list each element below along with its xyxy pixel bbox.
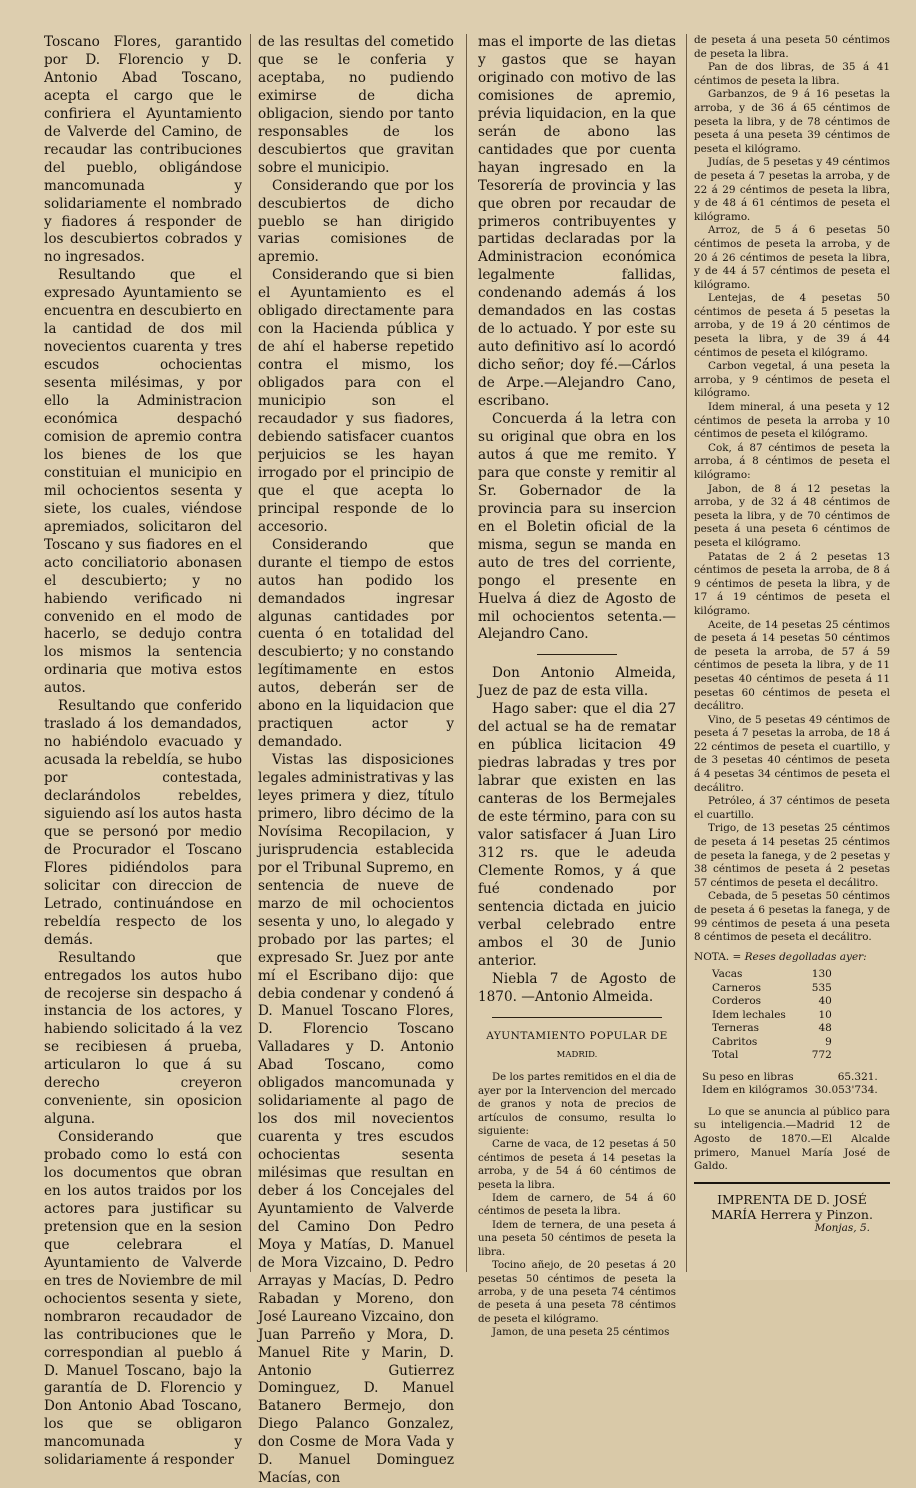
section-header: AYUNTAMIENTO POPULAR DE (486, 1029, 668, 1042)
price-item: de peseta á una peseta 50 céntimos de peseta la libra. (694, 34, 890, 60)
price-item: Tocino añejo, de 20 pesetas á 20 pesetas 50 céntimos de peseta la arroba, y de una peseta 74 céntimos de peseta á una peseta 78 céntimos de peseta el kilógramo. (478, 1260, 676, 1325)
separator-line (537, 654, 617, 655)
price-item: Aceite, de 14 pesetas 25 céntimos de peseta á 14 pesetas 50 céntimos de peseta la arroba, de 57 á 59 céntimos de peseta la libra, y de 11 pesetas 40 céntimos de peseta á 11 pesetas 60 céntimos de peseta el decálitro. (694, 618, 890, 713)
price-item: Patatas de 2 á 2 pesetas 13 céntimos de peseta la arroba, de 8 á 9 céntimos de peseta la libra, y de 17 á 19 céntimos de peseta el kilógramo. (694, 550, 890, 617)
price-item: Pan de dos libras, de 35 á 41 céntimos de peseta la libra. (694, 61, 890, 87)
printer-address: Monjas, 5. (814, 1221, 870, 1234)
price-item: Idem mineral, á una peseta y 12 céntimos de peseta la arroba y 10 céntimos de peseta el kilógramo. (694, 401, 890, 441)
table-row (712, 1049, 832, 1063)
nota-title: Reses degolladas ayer: (744, 950, 867, 963)
price-item: Idem de ternera, de una peseta á una peseta 50 céntimos de peseta la libra. (478, 1219, 676, 1258)
price-item: Idem de carnero, de 54 á 60 céntimos de peseta la libra. (478, 1193, 676, 1218)
section-subheader: MADRID. (556, 1050, 598, 1061)
price-item: Carne de vaca, de 12 pesetas á 50 céntimos de peseta á 14 pesetas la arroba, y de 54 á 60 céntimos de peseta la libra. (478, 1139, 676, 1191)
column-4 (694, 34, 890, 1272)
table-row (712, 968, 832, 982)
paragraph: Resultando que el expresado Ayuntamiento se encuentra en descubierto en la cantidad de dos mil novecientos cuarenta y tres escudos ochocientas sesenta milésimas, y por ello la Administracion económica despachó comision de apremio contra los bienes de los que constituian el municipio en mil ochocientos sesenta y siete, los cuales, viéndose apremiados, solicitaron del Toscano y sus fiadores en el acto conciliatorio abonasen el descubierto; y no habiendo verificado ni convenido en el modo de hacerlo, se dedujo contra los mismos la sentencia ordinaria que motiva estos autos. (44, 267, 242, 697)
closing-paragraph: Lo que se anuncia al público para su inteligencia.—Madrid 12 de Agosto de 1870.—El Alcalde primero, Manuel María José de Galdo. (694, 1105, 890, 1173)
table-cell-value: 40 (818, 995, 832, 1008)
column-3 (478, 34, 676, 1339)
paragraph: Concuerda á la letra con su original que obra en los autos á que me remito. Y para que conste y remitir al Sr. Gobernador de la provincia para su insercion en el Boletin oficial de la misma, segun se manda en auto de tres del corriente, pongo el presente en Huelva á diez de Agosto de mil ochocientos setenta.—Alejandro Cano. (478, 411, 676, 643)
price-item: Carbon vegetal, á una peseta la arroba, y 9 céntimos de peseta el kilógramo. (694, 360, 890, 400)
price-item: Cok, á 87 céntimos de peseta la arroba, á 8 céntimos de peseta el kilógramo: (694, 441, 890, 481)
table-cell-value: 9 (825, 1035, 832, 1048)
paragraph: De los partes remitidos en el dia de ayer por la Intervencion del mercado de granos y nota de precios de artículos de consumo, resulta lo siguiente: (478, 1072, 676, 1138)
table-row (712, 1009, 832, 1023)
table-cell-label: Idem lechales (712, 1008, 786, 1021)
table-row (712, 1036, 832, 1050)
table-cell-label: Carneros (712, 981, 762, 994)
price-item: Arroz, de 5 á 6 pesetas 50 céntimos de peseta la arroba, y de 20 á 26 céntimos de peseta la libra, y de 44 á 57 céntimos de peseta el kilógramo. (694, 224, 890, 291)
nota-heading: NOTA. = Reses degolladas ayer: (694, 950, 867, 963)
paragraph: mas el importe de las dietas y gastos que se hayan originado con motivo de las comisiones de apremio, prévia liquidacion, en la que serán de abono las cantidades que por cuenta hayan ingresado en la Tesorería de provincia y las que obren por recaudar de primeros contribuyentes y partidas declaradas por la Administracion económica legalmente fallidas, condenando además á los demandados en las costas de lo actuado. Y por este su auto definitivo así lo acordó dicho señor; doy fé.—Cárlos de Arpe.—Alejandro Cano, escribano. (478, 34, 676, 410)
column-2 (258, 34, 454, 1487)
paragraph: Considerando que por los descubiertos de dicho pueblo se han dirigido varias comisiones de apremio. (258, 177, 454, 266)
paragraph: Hago saber: que el dia 27 del actual se ha de rematar en pública licitacion 49 piedras labradas y tres por labrar que existen en las canteras de los Bermejales de este término, para con su valor satisfacer á Juan Liro 312 rs. que le adeuda Clemente Romos, y á que fué condenado por sentencia dictada en juicio verbal celebrado entre ambos el 30 de Junio anterior. (478, 701, 676, 969)
table-cell-label: Idem en kilógramos (702, 1084, 808, 1097)
paragraph: Considerando que durante el tiempo de estos autos han podido los demandados ingresar algunas cantidades por cuenta ó en totalidad del descubierto; y no constando legítimamente en estos autos, deberán ser de abono en la liquidacion que practiquen actor y demandado. (258, 536, 454, 751)
table-row (702, 1071, 878, 1085)
price-item: Jamon, de una peseta 25 céntimos (492, 1327, 670, 1339)
total-value: 772 (811, 1049, 832, 1062)
table-row (712, 995, 832, 1009)
weight-table (702, 1071, 878, 1098)
signature: Niebla 7 de Agosto de 1870. —Antonio Almeida. (478, 970, 676, 1005)
table-cell-value: 535 (811, 981, 832, 994)
table-cell-label: Corderos (712, 995, 762, 1008)
column-divider (250, 34, 251, 1272)
printer-imprint: IMPRENTA DE D. JOSÉ MARÍA Herrera y Pinzon. (711, 1191, 873, 1222)
table-cell-label: Terneras (712, 1022, 760, 1035)
price-item: Petróleo, á 37 céntimos de peseta el cuartillo. (694, 795, 890, 821)
paragraph: Considerando que si bien el Ayuntamiento es el obligado directamente para con la Hacienda pública y de ahí el haberse repetido contra el mismo, los obligados para con el municipio son el recaudador y sus fiadores, debiendo satisfacer cuantos perjuicios se les hayan irrogado por el principio de que el que acepta lo principal responde de lo accesorio. (258, 267, 454, 535)
table-cell-label: Su peso en libras (702, 1070, 794, 1083)
column-1 (44, 34, 242, 1469)
table-cell-label: Cabritos (712, 1035, 758, 1048)
paragraph: Resultando que entregados los autos hubo de recojerse sin despacho á instancia de los actores, y habiendo solicitado á la vez se recibiesen á prueba, articularon lo que á su derecho creyeron conveniente, sin oposicion alguna. (44, 949, 242, 1128)
table-row (702, 1084, 878, 1098)
total-label: Total (712, 1049, 739, 1062)
column-divider (466, 34, 467, 1272)
table-cell-value: 48 (818, 1022, 832, 1035)
paragraph: Vistas las disposiciones legales administrativas y las leyes primera y diez, título primero, libro décimo de la Novísima Recopilacion, y jurisprudencia establecida por el Tribunal Supremo, en sentencia de nueve de marzo de mil ochocientos sesenta y uno, lo alegado y probado por las partes; el expresado Sr. Juez por ante mí el Escribano dijo: que debia condenar y condenó á D. Manuel Toscano Flores, D. Florencio Toscano Valladares y D. Antonio Abad Toscano, como obligados mancomunada y solidariamente al pago de los dos mil novecientos cuarenta y tres escudos ochocientas sesenta milésimas que resultan en deber á los Concejales del Ayuntamiento de Valverde del Camino Don Pedro Moya y Matías, D. Manuel de Mora Vizcaino, D. Pedro Arrayas y Macías, D. Pedro Rabadan y Moreno, don José Laureano Vizcaino, don Juan Parreño y Mora, D. Manuel Rite y Marin, D. Antonio Gutierrez Dominguez, D. Manuel Batanero Bermejo, don Diego Palanco Gonzalez, don Cosme de Mora Vada y D. Manuel Dominguez Macías, con (258, 752, 454, 1487)
table-cell-value: 10 (818, 1008, 832, 1021)
price-item: Judías, de 5 pesetas y 49 céntimos de peseta á 7 pesetas la arroba, y de 22 á 29 céntimos de peseta la libra, y de 48 á 61 céntimos de peseta el kilógramo. (694, 156, 890, 223)
nota-label: NOTA. (694, 950, 730, 963)
separator-line (694, 1182, 890, 1184)
slaughter-table (712, 968, 832, 1063)
table-cell-value: 30.053'734. (814, 1084, 878, 1097)
column-divider (686, 34, 687, 1272)
separator-line (492, 1017, 662, 1018)
price-item: Cebada, de 5 pesetas 50 céntimos de peseta á 6 pesetas la fanega, y de 99 céntimos de peseta á una peseta 8 céntimos de peseta el decálitro. (694, 890, 890, 944)
paragraph: Considerando que probado como lo está con los documentos que obran en los autos traidos por los actores para justificar su pretension que en la sesion que celebrara el Ayuntamiento de Valverde en tres de Noviembre de mil ochocientos sesenta y siete, nombraron recaudador de las contribuciones que le correspondian al pueblo á D. Manuel Toscano, bajo la garantía de D. Florencio y Don Antonio Abad Toscano, los que se obligaron mancomunada y solidariamente á responder (44, 1129, 242, 1469)
paragraph: Toscano Flores, garantido por D. Florencio y D. Antonio Abad Toscano, acepta el cargo que le confiriera el Ayuntamiento de Valverde del Camino, de recaudar las contribuciones del pueblo, obligándose mancomunada y solidariamente el nombrado y fiadores á responder de los descubiertos cobrados y no ingresados. (44, 34, 242, 266)
table-cell-label: Vacas (712, 968, 743, 981)
price-item: Lentejas, de 4 pesetas 50 céntimos de peseta á 5 pesetas la arroba, y de 19 á 20 céntimos de peseta la libra, y de 39 á 44 céntimos de peseta el kilógramo. (694, 292, 890, 359)
table-row (712, 1022, 832, 1036)
price-item: Jabon, de 8 á 12 pesetas la arroba, y de 32 á 48 céntimos de peseta la libra, y de 70 céntimos de peseta á una peseta 6 céntimos de peseta el kilógramo. (694, 482, 890, 549)
table-cell-value: 65.321. (837, 1070, 878, 1083)
table-row (712, 982, 832, 996)
price-item: Garbanzos, de 9 á 16 pesetas la arroba, y de 36 á 65 céntimos de peseta la libra, y de 78 céntimos de peseta á una peseta 39 céntimos de peseta el kilógramo. (694, 88, 890, 155)
notice-title: Don Antonio Almeida, Juez de paz de esta villa. (478, 665, 676, 700)
table-cell-value: 130 (811, 968, 832, 981)
paragraph: Resultando que conferido traslado á los demandados, no habiéndolo evacuado y acusada la rebeldía, se hubo por contestada, declarándolos rebeldes, siguiendo así los autos hasta que se personó por medio de Procurador el Toscano Flores pidiéndolos para solicitar con direccion de Letrado, continuándose en rebeldía respecto de los demás. (44, 698, 242, 948)
price-item: Vino, de 5 pesetas 49 céntimos de peseta á 7 pesetas la arroba, de 18 á 22 céntimos de peseta el cuartillo, y de 3 pesetas 40 céntimos de peseta á 4 pesetas 34 céntimos de peseta el decálitro. (694, 713, 890, 794)
paragraph: de las resultas del cometido que se le conferia y aceptaba, no pudiendo eximirse de dicha obligacion, siendo por tanto responsables de los descubiertos que gravitan sobre el municipio. (258, 34, 454, 176)
price-item: Trigo, de 13 pesetas 25 céntimos de peseta á 14 pesetas 25 céntimos de peseta la fanega, y de 2 pesetas y 38 céntimos de peseta á 2 pesetas 57 céntimos de peseta el decálitro. (694, 822, 890, 889)
